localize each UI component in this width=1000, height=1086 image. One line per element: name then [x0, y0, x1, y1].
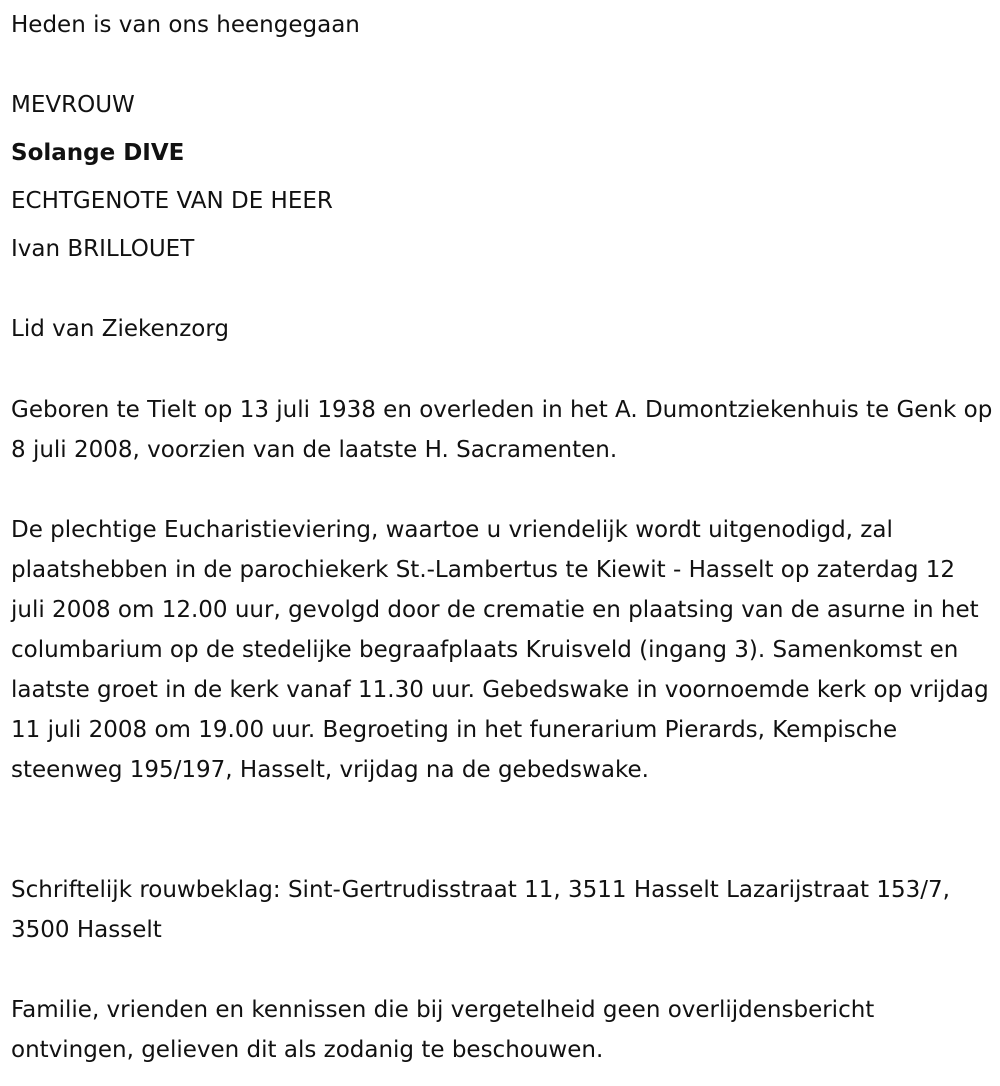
- membership-line: Lid van Ziekenzorg: [11, 316, 230, 342]
- ceremony-paragraph: De plechtige Eucharistieviering, waartoe u vriendelijk wordt uitgenodigd, zal plaatshebben in de parochiekerk St.-Lambertus te Kiewit - Hasselt op zaterdag 12 juli 2008 om 12.00 uur, gevolgd door de crematie en plaatsing van de asurne in het columbarium op de stedelijke begraafplaats Kruisveld (ingang 3). Samenkomst en laatste groet in de kerk vanaf 11.30 uur. Gebedswake in voornoemde kerk op vrijdag 11 juli 2008 om 19.00 uur. Begroeting in het funerarium Pierards, Kempische steenweg 195/197, Hasselt, vrijdag na de gebedswake.: [11, 517, 989, 783]
- intro-line: Heden is van ons heengegaan: [11, 12, 360, 38]
- condolences-paragraph: Schriftelijk rouwbeklag: Sint-Gertrudisstraat 11, 3511 Hasselt Lazarijstraat 153/7, 3500 Hasselt: [11, 877, 950, 943]
- relation-line: ECHTGENOTE VAN DE HEER: [11, 188, 333, 214]
- deceased-name: Solange DIVE: [11, 140, 185, 166]
- honorific: MEVROUW: [11, 92, 135, 118]
- spouse-name: Ivan BRILLOUET: [11, 236, 195, 262]
- birth-death-paragraph: Geboren te Tielt op 13 juli 1938 en overleden in het A. Dumontziekenhuis te Genk op 8 juli 2008, voorzien van de laatste H. Sacramenten.: [11, 397, 993, 463]
- closing-paragraph: Familie, vrienden en kennissen die bij vergetelheid geen overlijdensbericht ontvingen, gelieven dit als zodanig te beschouwen.: [11, 997, 875, 1063]
